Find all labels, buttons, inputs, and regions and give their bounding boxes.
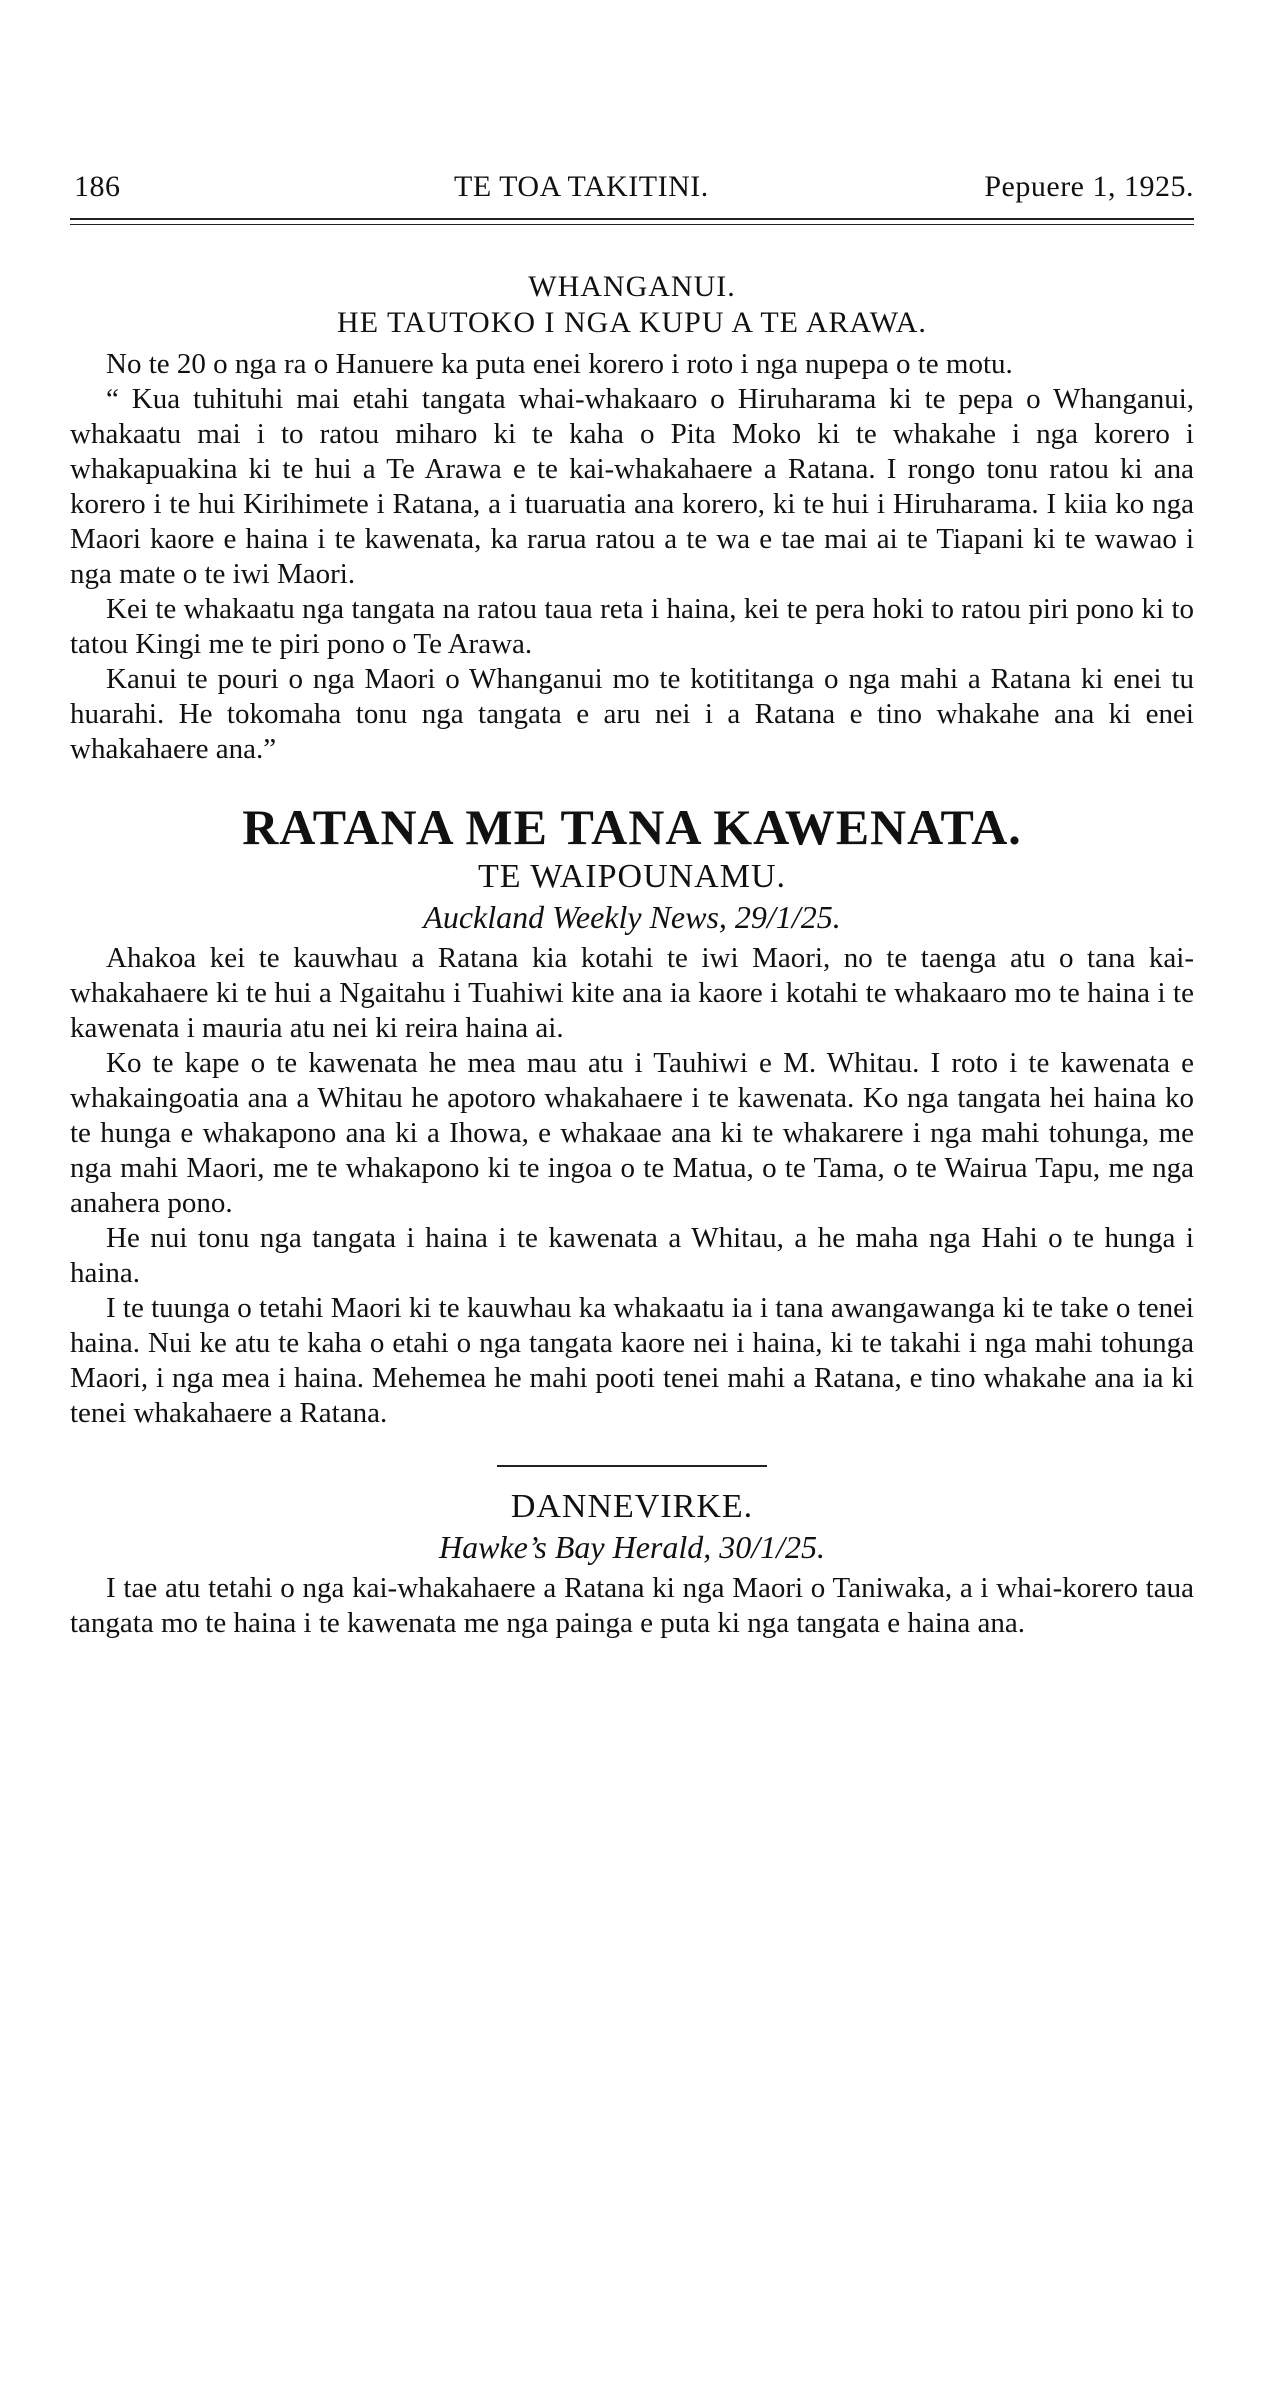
paragraph: I te tuunga o tetahi Maori ki te kauwhau ka whakaatu ia i tana awangawanga ki te take o tenei haina. Nui ke atu te kaha o etahi o nga tangata kaore nei i haina, ki te takahi i nga mahi tohunga Maori, i nga mea i haina. Mehemea he mahi pooti tenei mahi a Ratana, e tino whakahe ana ia ki tenei whakahaere a Ratana. (70, 1292, 1194, 1429)
article-body-ratana (70, 941, 1194, 1431)
issue-date: Pepuere 1, 1925. (984, 170, 1194, 203)
source-citation: Auckland Weekly News, 29/1/25. (423, 899, 841, 935)
article-body-dannevirke (70, 1571, 1194, 1641)
header-rule (70, 218, 1194, 225)
paragraph: I tae atu tetahi o nga kai-whakahaere a Ratana ki nga Maori o Taniwaka, a i whai-korero taua tangata mo te haina i te kawenata me nga painga e puta ki nga tangata e haina ana. (70, 1572, 1194, 1639)
source-citation: Hawke’s Bay Herald, 30/1/25. (438, 1529, 826, 1565)
paragraph: He nui tonu nga tangata i haina i te kawenata a Whitau, a he maha nga Hahi o te hunga i haina. (70, 1222, 1194, 1289)
section-heading-dannevirke: DANNEVIRKE. (510, 1488, 754, 1525)
paragraph: Ahakoa kei te kauwhau a Ratana kia kotahi te iwi Maori, no te taenga atu o tana kai-whakahaere ki te hui a Ngaitahu i Tuahiwi kite ana ia kaore i kotahi te whakaaro mo te haina i te kawenata i mauria atu nei ki reira haina ai. (70, 942, 1194, 1044)
paragraph: “ Kua tuhituhi mai etahi tangata whai-whakaaro o Hiruharama ki te pepa o Whanganui, whakaatu mai i to ratou miharo ki te kaha o Pita Moko ki te whakahe i nga korero i whakapuakina ki te hui a Te Arawa e te kai-whakahaere a Ratana. I rongo tonu ratou ki ana korero i te hui Kirihimete i Ratana, a i tuaruatia ana korero, ki te hui i Hiruharama. I kiia ko nga Maori kaore e haina i te kawenata, ka rarua ratou a te wa e tae mai ai te Tiapani ki te wawao i nga mate o te iwi Maori. (70, 383, 1194, 590)
section-subheading: HE TAUTOKO I NGA KUPU A TE ARAWA. (337, 306, 927, 339)
magazine-page (70, 170, 1194, 1641)
paragraph: Ko te kape o te kawenata he mea mau atu i Tauhiwi e M. Whitau. I roto i te kawenata e whakaingoatia ana a Whitau he apotoro whakahaere i te kawenata. Ko nga tangata hei haina ko te hunga e whakapono ana ki a Ihowa, e whakaae ana ki te whakarere i nga mahi tohunga, me nga mahi Maori, me te whakapono ki te ingoa o te Matua, o te Tama, o te Wairua Tapu, me nga anahera pono. (70, 1047, 1194, 1219)
article-body-whanganui (70, 347, 1194, 767)
section-heading-whanganui: WHANGANUI. (528, 270, 736, 303)
section-divider (497, 1465, 767, 1467)
paragraph: No te 20 o nga ra o Hanuere ka puta enei korero i roto i nga nupepa o te motu. (106, 348, 1013, 380)
running-header (70, 170, 1194, 216)
article-title: RATANA ME TANA KAWENATA. (242, 799, 1022, 855)
paragraph: Kei te whakaatu nga tangata na ratou taua reta i haina, kei te pera hoki to ratou piri pono ki to tatou Kingi me te piri pono o Te Arawa. (70, 593, 1194, 660)
publication-title: TE TOA TAKITINI. (454, 170, 709, 203)
paragraph: Kanui te pouri o nga Maori o Whanganui mo te kotititanga o nga mahi a Ratana ki enei tu huarahi. He tokomaha tonu nga tangata e aru nei i a Ratana e tino whakahe ana ki enei whakahaere ana.” (70, 663, 1194, 765)
section-place-heading: TE WAIPOUNAMU. (477, 858, 787, 895)
page-number: 186 (74, 170, 121, 203)
